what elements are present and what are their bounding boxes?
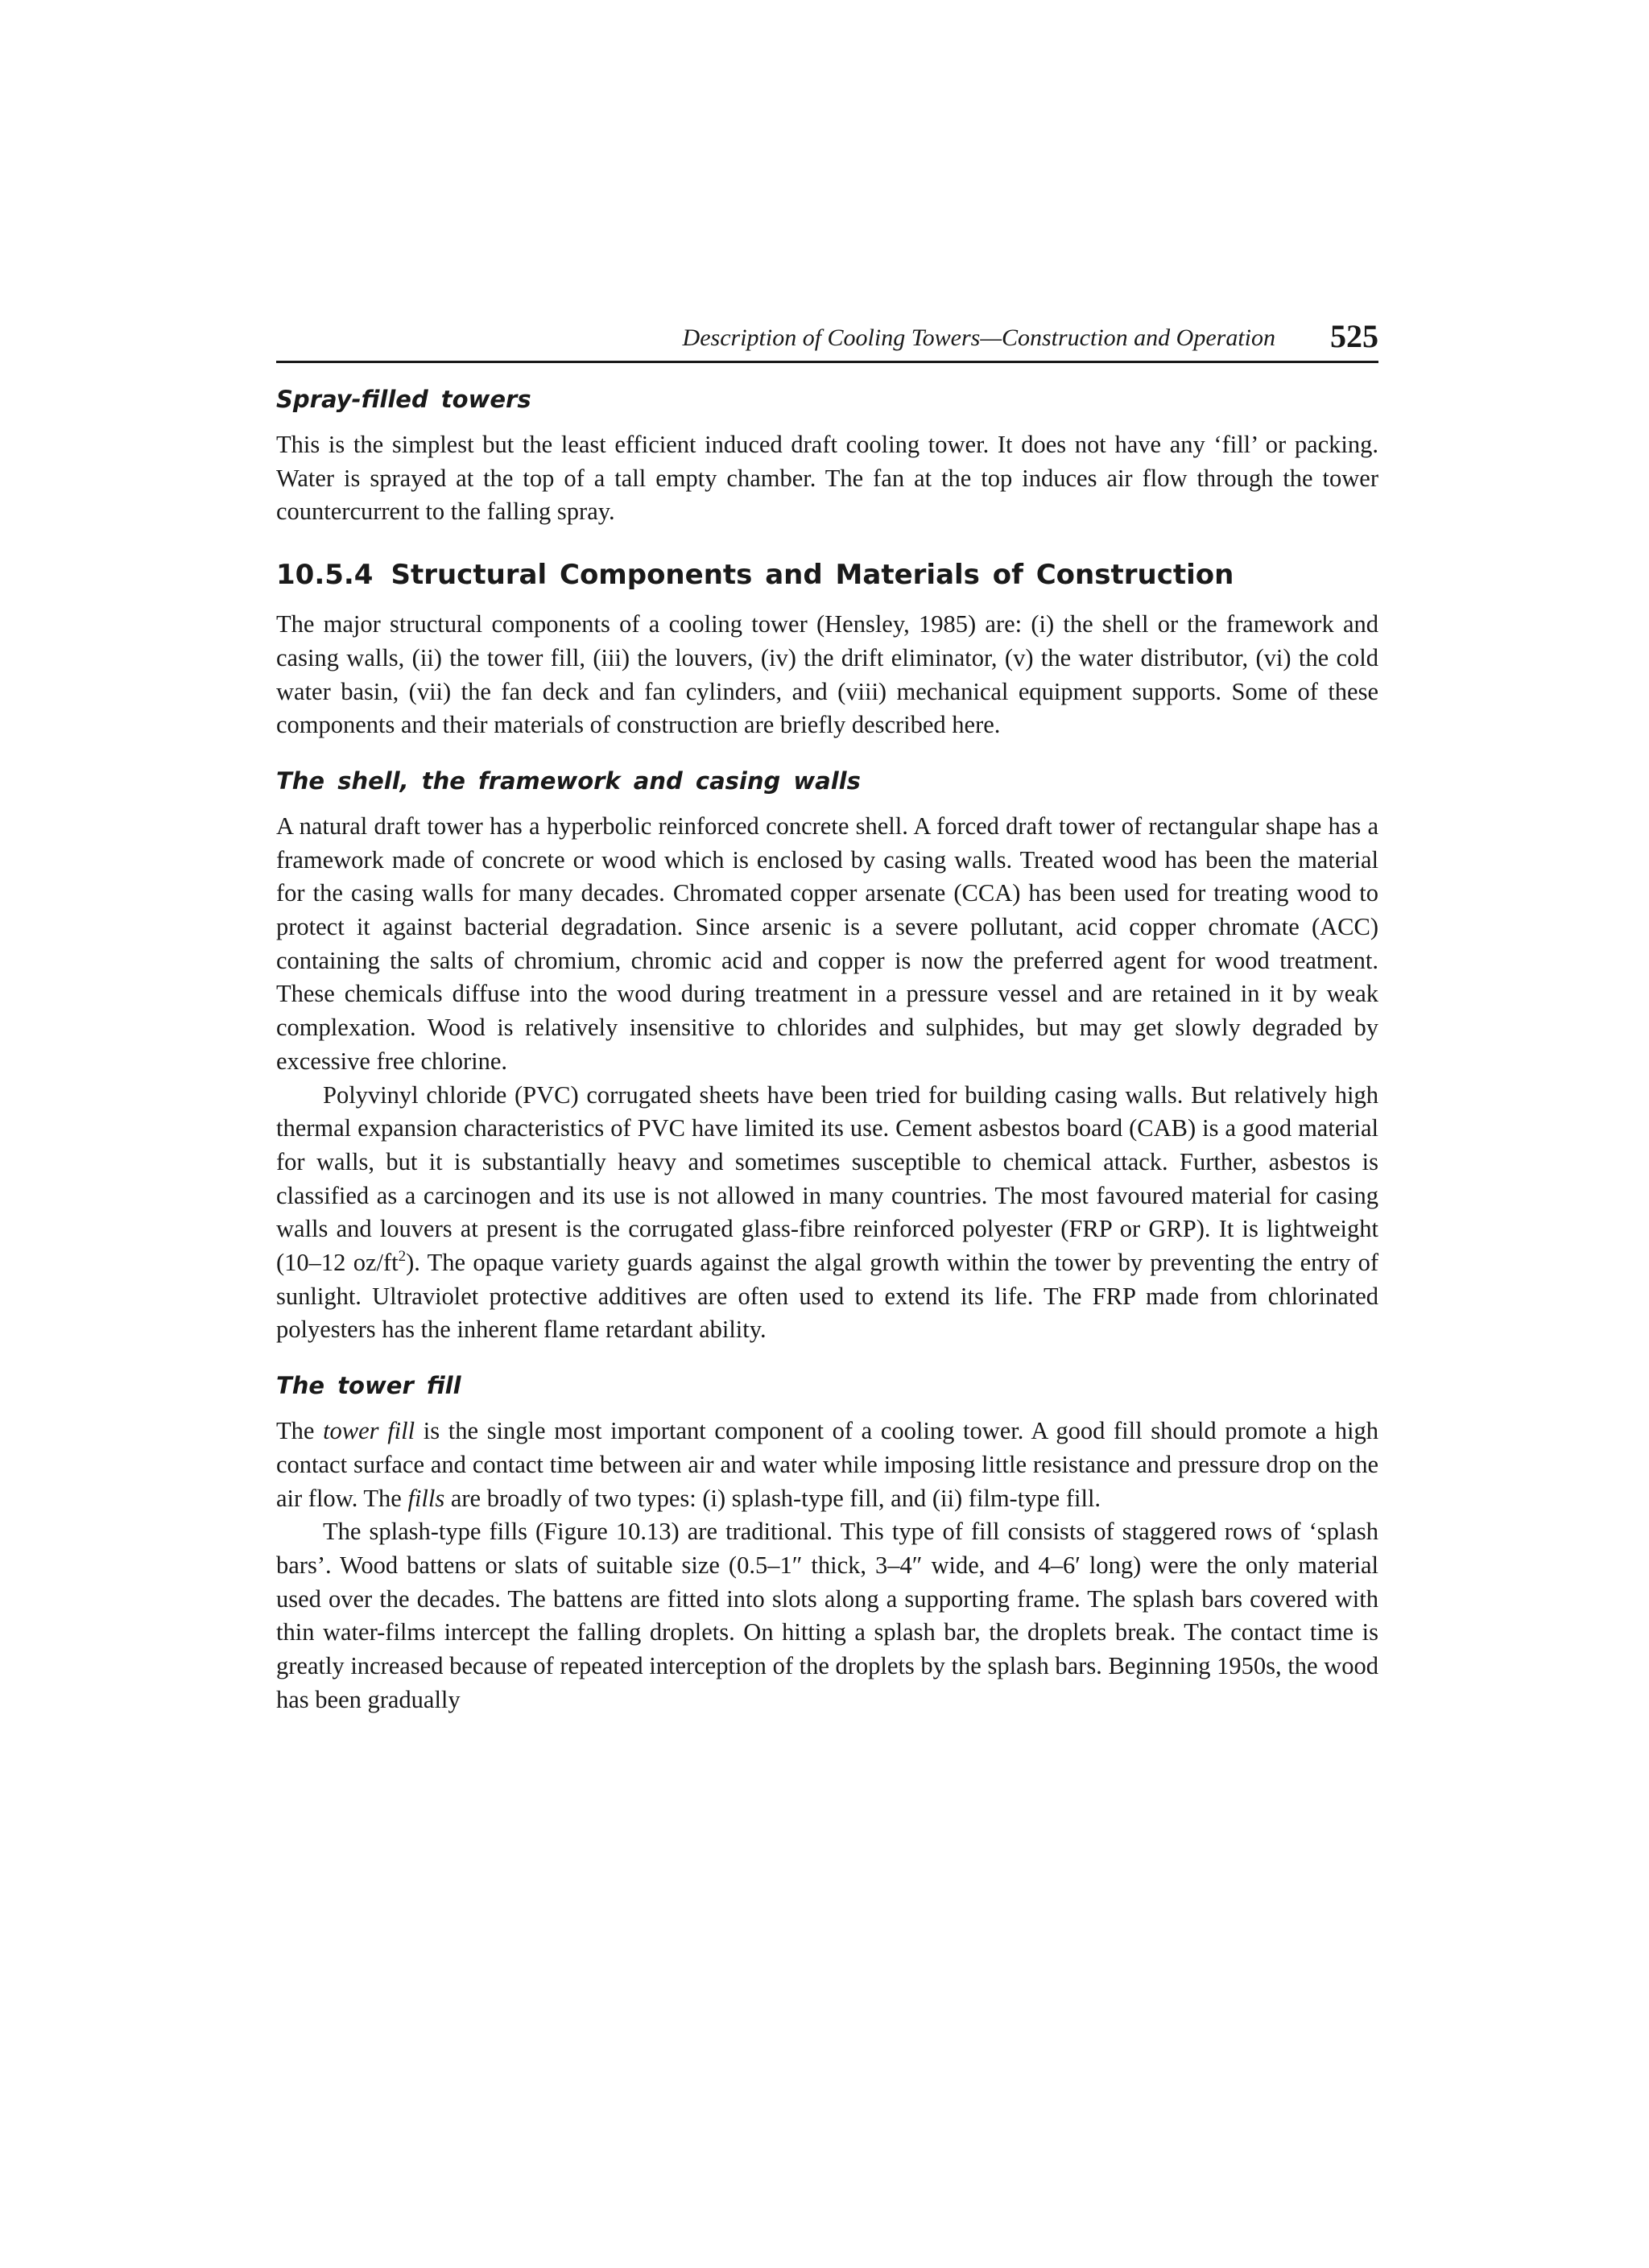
running-title: Description of Cooling Towers—Construction and Operation bbox=[682, 324, 1275, 351]
section-heading bbox=[276, 558, 1378, 592]
paragraph-structural-intro: The major structural components of a cooling tower (Hensley, 1985) are: (i) the shell or the framework and casing walls, (ii) the tower fill, (iii) the louvers, (iv) the drift eliminator, (v) the water distributor, (vi) the cold water basin, (vii) the fan deck and fan cylinders, and (viii) mechanical equipment supports. Some of these components and their materials of construction are briefly described here. bbox=[276, 610, 1378, 739]
subheading-spray-filled-towers: Spray-filled towers bbox=[276, 386, 531, 413]
paragraph-shell-2: Polyvinyl chloride (PVC) corrugated sheets have been tried for building casing walls. But relatively high thermal expansion characteristics of PVC have limited its use. Cement asbestos board (CAB) is a good material for walls, but it is substantially heavy and sometimes susceptible to chemical attack. Further, asbestos is classified as a carcinogen and its use is not allowed in many countries. The most favoured material for casing walls and louvers at present is the corrugated glass-fibre reinforced polyester (FRP or GRP). It is lightweight (10–12 $oz/ft^2$). The opaque variety guards against the algal growth within the tower by preventing the entry of sunlight. Ultraviolet protective additives are often used to extend its life. The FRP made from chlorinated polyesters has the inherent flame retardant ability. bbox=[276, 1080, 1378, 1344]
section-number: 10.5.4 bbox=[276, 559, 374, 592]
page-number: 525 bbox=[1330, 318, 1378, 354]
section-title: Structural Components and Materials of Construction bbox=[391, 559, 1234, 592]
paragraph-fill-2: The splash-type fills (Figure 10.13) are traditional. This type of fill consists of staggered rows of ‘splash bars’. Wood battens or slats of suitable size (0.5–1″ thick, 3–4″ wide, and 4–6′ long) were the only material used over the decades. The battens are fitted into slots along a supporting frame. The splash bars covered with thin water-films intercept the falling droplets. On hitting a splash bar, the droplets break. The contact time is greatly increased because of repeated interception of the droplets by the splash bars. Beginning 1950s, the wood has been gradually bbox=[276, 1518, 1378, 1713]
subheading-shell-framework: The shell, the framework and casing walls bbox=[276, 766, 861, 795]
page-body bbox=[276, 385, 1378, 1717]
subheading-tower-fill: The tower fill bbox=[276, 1372, 461, 1400]
paragraph-spray-filled: This is the simplest but the least efficient induced draft cooling tower. It does not have any ‘fill’ or packing. Water is sprayed at the top of a tall empty chamber. The fan at the top induces air flow through the tower countercurrent to the falling spray. bbox=[276, 431, 1378, 526]
paragraph-fill-1: The tower fill is the single most important component of a cooling tower. A good fill should promote a high contact surface and contact time between air and water while imposing little resistance and pressure drop on the air flow. The fills are broadly of two types: (i) splash-type fill, and (ii) film-type fill. bbox=[276, 1417, 1378, 1512]
paragraph-shell-1: A natural draft tower has a hyperbolic reinforced concrete shell. A forced draft tower of rectangular shape has a framework made of concrete or wood which is enclosed by casing walls. Treated wood has been the material for the casing walls for many decades. Chromated copper arsenate (CCA) has been used for treating wood to protect it against bacterial degradation. Since arsenic is a severe pollutant, acid copper chromate (ACC) containing the salts of chromium, chromic acid and copper is now the preferred agent for wood treatment. These chemicals diffuse into the wood during treatment in a pressure vessel and are retained in it by weak complexation. Wood is relatively insensitive to chlorides and sulphides, but may get slowly degraded by excessive free chlorine. bbox=[276, 812, 1378, 1075]
running-header bbox=[276, 320, 1378, 363]
